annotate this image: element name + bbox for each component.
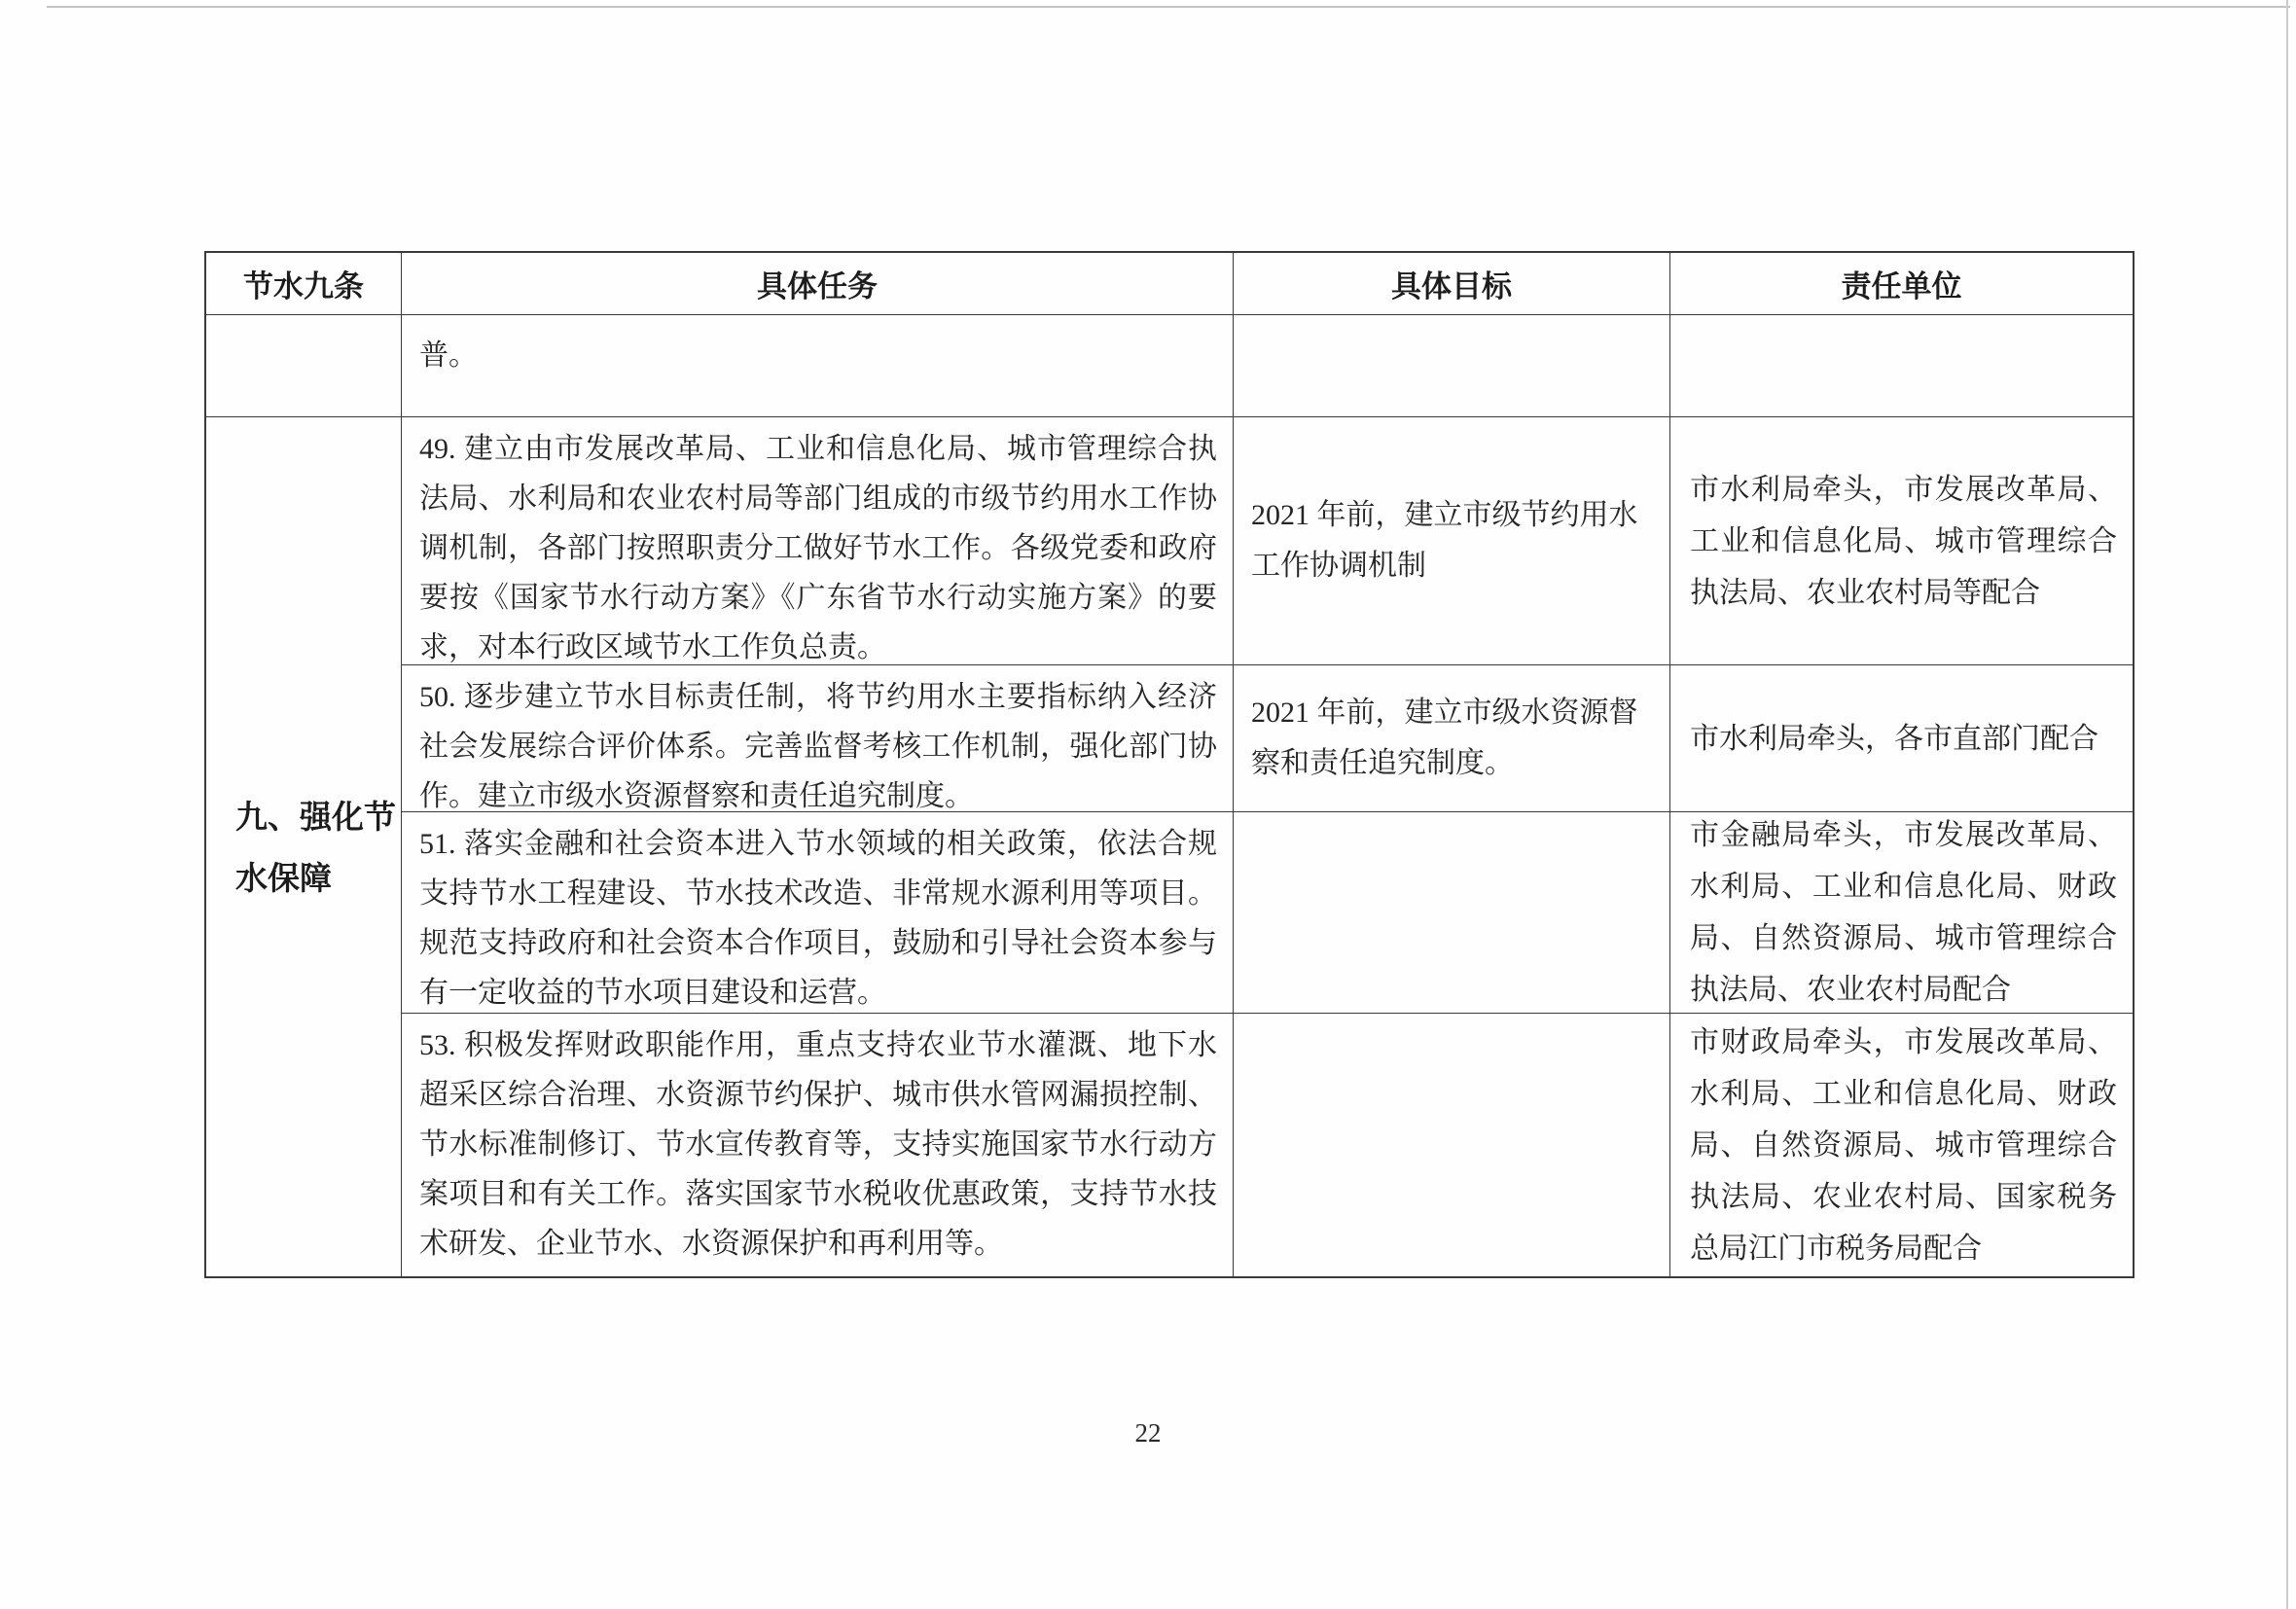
unit-cell-50 xyxy=(1670,665,2133,812)
goal-cell-51 xyxy=(1234,812,1670,1014)
unit-text-50: 市水利局牵头，各市直部门配合 xyxy=(1690,722,2099,755)
unit-cell-49 xyxy=(1670,417,2133,665)
task-cell-53: 53. 积极发挥财政职能作用，重点支持农业节水灌溉、地下水超采区综合治理、水资源节约保护、城市供水管网漏损控制、节水标准制修订、节水宣传教育等，支持实施国家节水行动方案项目和有关工作。落实国家节水税收优惠政策，支持节水技术研发、企业节水、水资源保护和再利用等。 xyxy=(402,1014,1234,1276)
goal-cell-49 xyxy=(1234,417,1670,665)
unit-cell-51 xyxy=(1670,812,2133,1014)
task-cell-51: 51. 落实金融和社会资本进入节水领域的相关政策，依法合规支持节水工程建设、节水技术改造、非常规水源利用等项目。规范支持政府和社会资本合作项目，鼓励和引导社会资本参与有一定收益的节水项目建设和运营。 xyxy=(402,812,1234,1014)
page-number: 22 xyxy=(1134,1418,1162,1448)
unit-cell-53 xyxy=(1670,1014,2133,1276)
unit-text-53: 市财政局牵头，市发展改革局、水利局、工业和信息化局、财政局、自然资源局、城市管理综合执法局、农业农村局、国家税务总局江门市税务局配合 xyxy=(1690,1025,2117,1265)
goal-cell-carryover xyxy=(1234,315,1670,417)
category-cell-empty xyxy=(206,315,402,417)
header-cell-responsible-units: 责任单位 xyxy=(1670,253,2133,315)
task-cell-49: 49. 建立由市发展改革局、工业和信息化局、城市管理综合执法局、水利局和农业农村局等部门组成的市级节约用水工作协调机制，各部门按照职责分工做好节水工作。各级党委和政府要按《国家节水行动方案》《广东省节水行动实施方案》的要求，对本行政区域节水工作负总责。 xyxy=(402,417,1234,665)
goal-cell-53 xyxy=(1234,1014,1670,1276)
category-cell-strengthen-water-saving-guarantee: 九、强化节水保障 xyxy=(206,417,402,1276)
unit-text-51: 市金融局牵头，市发展改革局、水利局、工业和信息化局、财政局、自然资源局、城市管理综合执法局、农业农村局配合 xyxy=(1690,819,2117,1006)
goal-text-50: 2021 年前，建立市级水资源督察和责任追究制度。 xyxy=(1251,697,1638,779)
unit-cell-carryover xyxy=(1670,315,2133,417)
header-cell-specific-goals: 具体目标 xyxy=(1234,253,1670,315)
water-saving-action-plan-table xyxy=(204,251,2135,1278)
goal-text-49: 2021 年前，建立市级节约用水工作协调机制 xyxy=(1251,499,1638,582)
header-cell-nine-articles: 节水九条 xyxy=(206,253,402,315)
unit-text-49: 市水利局牵头，市发展改革局、工业和信息化局、城市管理综合执法局、农业农村局等配合 xyxy=(1690,473,2117,609)
scan-artifact-top-edge xyxy=(47,6,2290,8)
task-cell-carryover: 普。 xyxy=(402,315,1234,417)
scan-artifact-right-edge xyxy=(2286,0,2288,1609)
header-cell-specific-tasks: 具体任务 xyxy=(402,253,1234,315)
goal-cell-50 xyxy=(1234,665,1670,812)
task-cell-50: 50. 逐步建立节水目标责任制，将节约用水主要指标纳入经济社会发展综合评价体系。完善监督考核工作机制，强化部门协作。建立市级水资源督察和责任追究制度。 xyxy=(402,665,1234,812)
